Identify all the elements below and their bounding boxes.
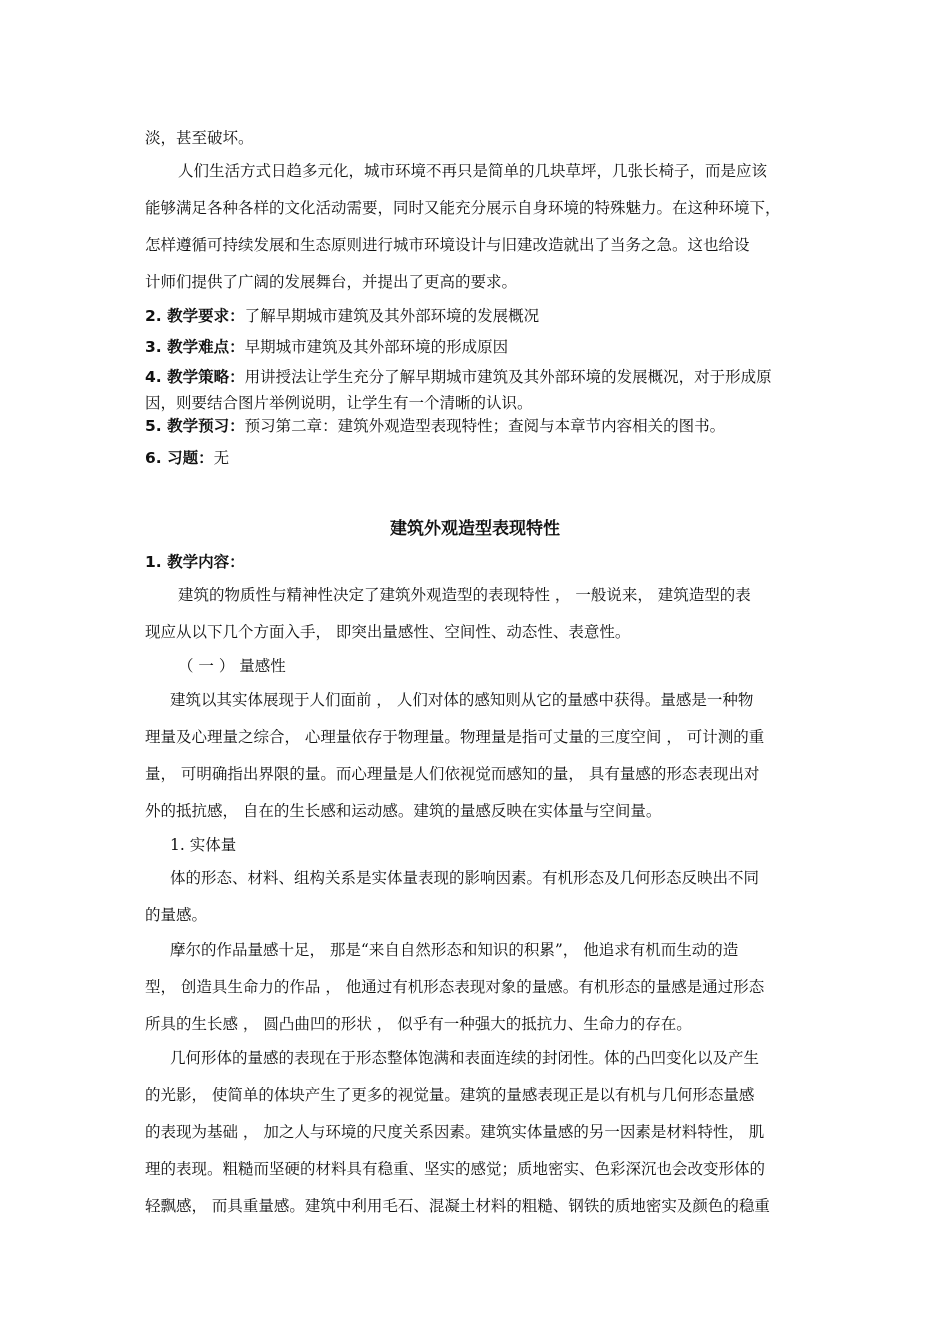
paragraph-line: 的量感。	[145, 906, 208, 924]
paragraph-line: 所具的生长感 ， 圆凸曲凹的形状 ， 似乎有一种强大的抵抗力、生命力的存在。	[145, 1015, 692, 1033]
item-label: 2. 教学要求：	[145, 307, 245, 325]
paragraph-line: 人们生活方式日趋多元化，城市环境不再只是简单的几块草坪，几张长椅子，而是应该	[178, 162, 768, 180]
paragraph-line: 的表现为基础 ， 加之人与环境的尺度关系因素。建筑实体量感的另一因素是材料特性， 肌	[145, 1123, 765, 1141]
paragraph-line: 型， 创造具生命力的作品 ， 他通过有机形态表现对象的量感。有机形态的量感是通过形态	[145, 978, 765, 996]
item-label: 6. 习题：	[145, 449, 214, 467]
item-label: 5. 教学预习：	[145, 417, 245, 435]
content-label: 1. 教学内容：	[145, 553, 245, 571]
paragraph-line: 轻飘感， 而具重量感。建筑中利用毛石、混凝土材料的粗糙、钢铁的质地密实及颜色的稳重	[145, 1197, 770, 1215]
section-title: 建筑外观造型表现特性	[390, 519, 560, 539]
paragraph-line: 建筑的物质性与精神性决定了建筑外观造型的表现特性 ， 一般说来， 建筑造型的表	[178, 586, 751, 604]
item-label: 3. 教学难点：	[145, 338, 245, 356]
paragraph-line: 现应从以下几个方面入手， 即突出量感性、空间性、动态性、表意性。	[145, 623, 631, 641]
paragraph-line: 的光影， 使简单的体块产生了更多的视觉量。建筑的量感表现正是以有机与几何形态量感	[145, 1086, 755, 1104]
paragraph-line: 怎样遵循可持续发展和生态原则进行城市环境设计与旧建改造就出了当务之急。这也给设	[145, 236, 750, 254]
exercises	[145, 448, 229, 468]
item-label: 4. 教学策略：	[145, 368, 245, 386]
paragraph-line: 外的抵抗感， 自在的生长感和运动感。建筑的量感反映在实体量与空间量。	[145, 802, 662, 820]
paragraph-line: 量， 可明确指出界限的量。而心理量是人们依视觉而感知的量， 具有量感的形态表现出对	[145, 765, 760, 783]
teaching-strategy	[145, 367, 772, 387]
item-text: 了解早期城市建筑及其外部环境的发展概况	[244, 307, 540, 325]
teaching-difficulty	[145, 337, 508, 357]
teaching-strategy-cont: 因，则要结合图片举例说明，让学生有一个清晰的认识。	[145, 394, 533, 412]
paragraph-line: 理的表现。粗糙而坚硬的材料具有稳重、坚实的感觉；质地密实、色彩深沉也会改变形体的	[145, 1160, 766, 1178]
paragraph-line: 计师们提供了广阔的发展舞台，并提出了更高的要求。	[145, 273, 518, 291]
paragraph-line: 建筑以其实体展现于人们面前 ， 人们对体的感知则从它的量感中获得。量感是一种物	[170, 691, 754, 709]
item-text: 无	[213, 449, 230, 467]
paragraph-line: 几何形体的量感的表现在于形态整体饱满和表面连续的封闭性。体的凸凹变化以及产生	[170, 1049, 760, 1067]
item-text: 早期城市建筑及其外部环境的形成原因	[244, 338, 509, 356]
teaching-preview	[145, 416, 725, 436]
subheading: （ 一 ） 量感性	[178, 657, 286, 675]
paragraph-line: 能够满足各种各样的文化活动需要，同时又能充分展示自身环境的特殊魅力。在这种环境下，	[145, 199, 781, 217]
intro-line: 淡，甚至破坏。	[145, 129, 254, 147]
item-text: 用讲授法让学生充分了解早期城市建筑及其外部环境的发展概况，对于形成原	[244, 368, 772, 386]
paragraph-line: 体的形态、材料、组构关系是实体量表现的影响因素。有机形态及几何形态反映出不同	[170, 869, 760, 887]
teaching-requirements	[145, 306, 539, 326]
paragraph-line: 摩尔的作品量感十足， 那是“来自自然形态和知识的积累”， 他追求有机而生动的造	[170, 941, 739, 959]
subheading: 1. 实体量	[170, 836, 237, 854]
paragraph-line: 理量及心理量之综合， 心理量依存于物理量。物理量是指可丈量的三度空间 ， 可计测的重	[145, 728, 765, 746]
item-text: 预习第二章：建筑外观造型表现特性；查阅与本章节内容相关的图书。	[244, 417, 726, 435]
